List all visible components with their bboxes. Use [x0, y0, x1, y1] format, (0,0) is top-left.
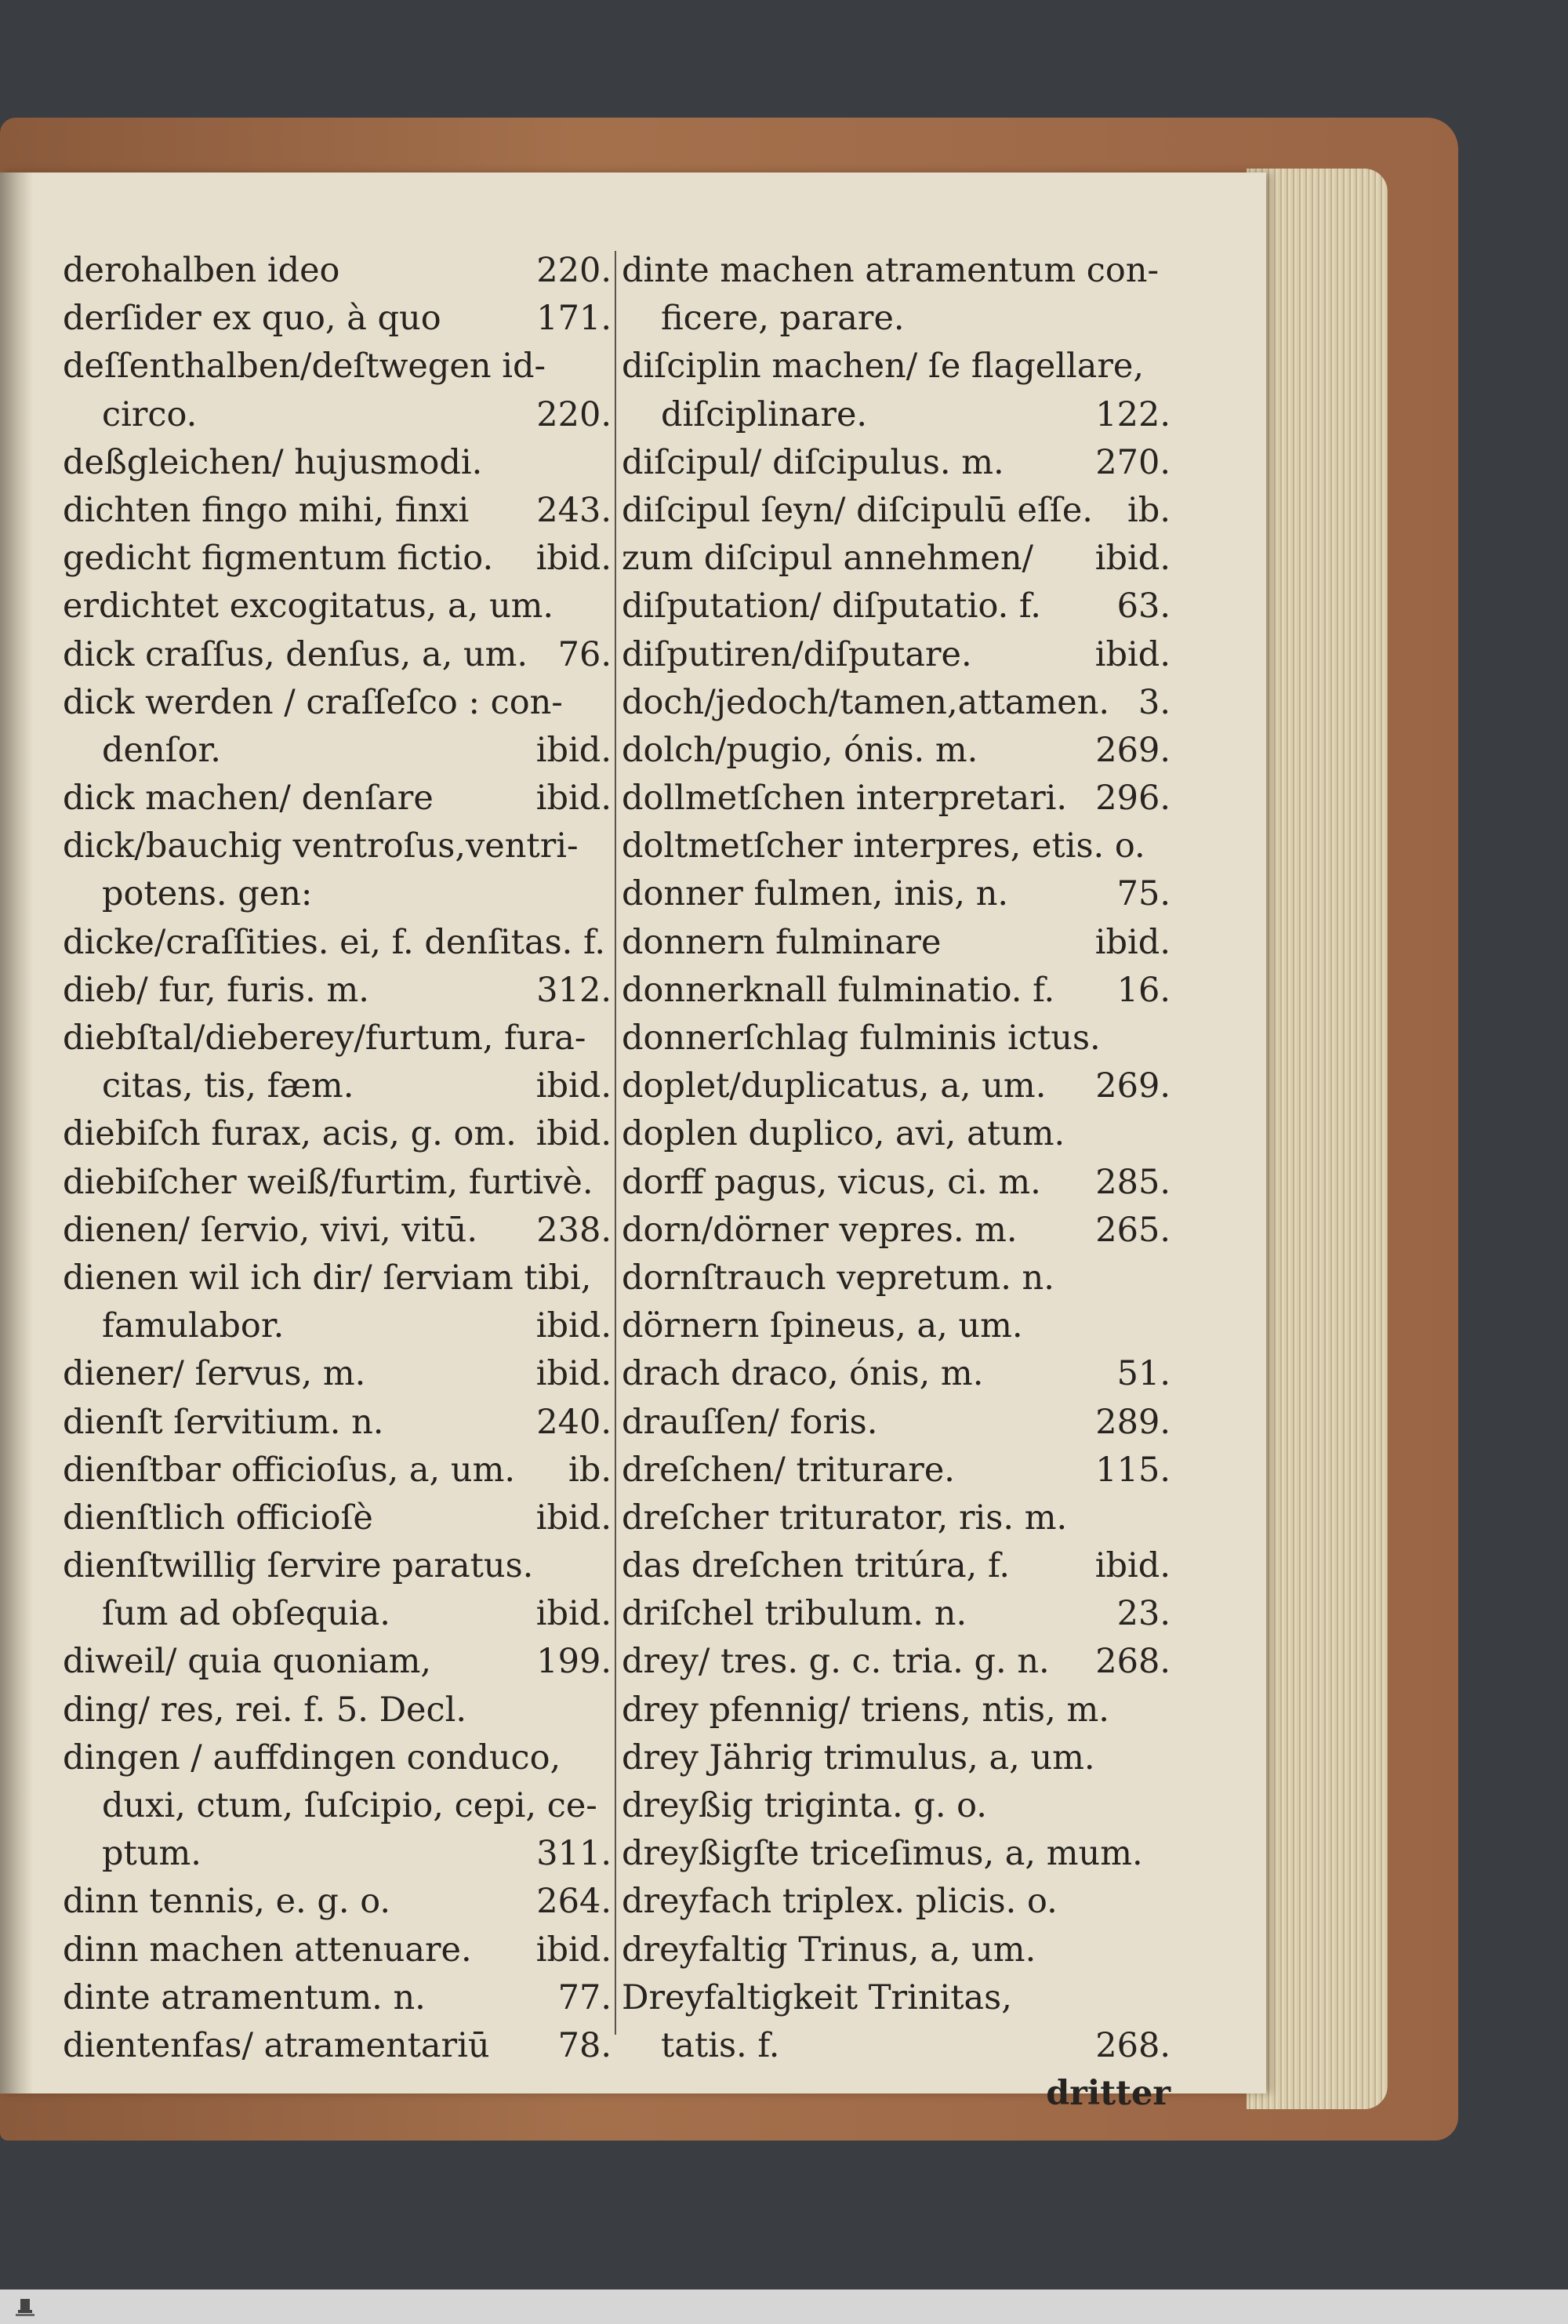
page-reference: 63.: [1116, 586, 1171, 626]
entry-line: [622, 1830, 1171, 1878]
entry-line: [63, 1494, 612, 1542]
entry-text: doplen duplico, avi, atum.: [622, 1114, 1065, 1154]
entry-line: [63, 1542, 612, 1590]
entry-line: [622, 1255, 1171, 1302]
entry-text: donner fulmen, inis, n.: [622, 874, 1009, 914]
entry-text: dienſt ſervitium. n.: [63, 1402, 384, 1442]
entry-text: diener/ ſervus, m.: [63, 1354, 366, 1394]
entry-text: dinte atramentum. n.: [63, 1977, 426, 2017]
entry-line: [63, 679, 612, 727]
page-reference: 269.: [1095, 1066, 1171, 1106]
entry-text: dreſcher triturator, ris. m.: [622, 1498, 1068, 1538]
entry-text: dienen/ ſervio, vivi, vitū.: [63, 1210, 478, 1250]
entry-text: dicke/craſſities. ei, f. denſitas. f.: [63, 922, 606, 962]
entry-line: [622, 1302, 1171, 1350]
entry-line: [63, 967, 612, 1015]
page-reference: 312.: [536, 970, 612, 1010]
entry-line: [622, 1110, 1171, 1158]
entry-text: diſciplin machen/ ſe flagellare,: [622, 347, 1145, 387]
page-reference: ib.: [568, 1450, 612, 1490]
entry-line: [63, 1110, 612, 1158]
page-reference: ibid.: [1094, 1546, 1171, 1586]
page-reference: 115.: [1095, 1450, 1171, 1490]
page-reference: ibid.: [1094, 539, 1171, 579]
entry-line: [63, 1015, 612, 1062]
entry-text: drey Jährig trimulus, a, um.: [622, 1738, 1095, 1777]
page-reference: 77.: [557, 1977, 612, 2017]
entry-text: deſſenthalben/deſtwegen id-: [63, 347, 546, 387]
page-reference: 289.: [1095, 1402, 1171, 1442]
entry-line: [622, 247, 1171, 295]
page-reference: ibid.: [535, 1354, 612, 1394]
page-reference: 285.: [1095, 1162, 1171, 1202]
page-reference: 264.: [536, 1882, 612, 1922]
right-column: [622, 247, 1171, 2114]
entry-line: [622, 870, 1171, 918]
column-divider: [615, 251, 616, 2035]
entry-line: [622, 1926, 1171, 1974]
entry-text: dienen wil ich dir/ ſerviam tibi,: [63, 1258, 592, 1298]
page-reference: 220.: [536, 394, 612, 434]
entry-text: diebſtal/dieberey/furtum, fura-: [63, 1019, 586, 1058]
entry-text: dolch/pugio, ónis. m.: [622, 730, 978, 770]
entry-text: dientenfas/ atramentariū: [63, 2025, 490, 2065]
entry-line: [622, 439, 1171, 487]
entry-text: dick/bauchig ventroſus,ventri-: [63, 826, 579, 866]
page-edges: [1247, 169, 1388, 2109]
page-reference: 238.: [536, 1210, 612, 1250]
entry-line: [63, 535, 612, 583]
entry-text: citas, tis, fæm.: [102, 1066, 354, 1106]
entry-line: [63, 1399, 612, 1447]
entry-text: donnerknall fulminatio. f.: [622, 970, 1055, 1010]
page-reference: ibid.: [535, 1930, 612, 1970]
entry-line: [622, 1782, 1171, 1830]
entry-text: dörnern ſpineus, a, um.: [622, 1306, 1023, 1346]
entry-text: dieb/ fur, furis. m.: [63, 970, 369, 1010]
spine-shadow: [0, 172, 33, 2093]
page-reference: 3.: [1138, 682, 1171, 722]
entry-text: dorff pagus, vicus, ci. m.: [622, 1162, 1041, 1202]
entry-line: [622, 487, 1171, 535]
entry-line: [622, 391, 1171, 439]
entry-line: [63, 1782, 612, 1830]
page-reference: 240.: [536, 1402, 612, 1442]
entry-line: [622, 1494, 1171, 1542]
entry-text: doplet/duplicatus, a, um.: [622, 1066, 1047, 1106]
entry-line: [622, 1974, 1171, 2022]
page-reference: 78.: [557, 2025, 612, 2065]
entry-line: [622, 1590, 1171, 1638]
entry-text: ding/ res, rei. f. 5. Decl.: [63, 1690, 466, 1730]
entry-line: [63, 1687, 612, 1734]
entry-text: dinn machen attenuare.: [63, 1930, 472, 1970]
entry-text: diſcipul/ diſcipulus. m.: [622, 442, 1004, 482]
entry-text: deßgleichen/ hujusmodi.: [63, 442, 483, 482]
entry-line: [63, 631, 612, 679]
entry-line: [622, 631, 1171, 679]
entry-text: dick machen/ denſare: [63, 779, 434, 819]
page-reference: ibid.: [535, 730, 612, 770]
page-reference: 199.: [536, 1642, 612, 1682]
entry-text: dienſtlich officioſè: [63, 1498, 373, 1538]
catchword: dritter: [1046, 2074, 1171, 2114]
entry-line: [63, 870, 612, 918]
page-reference: 51.: [1116, 1354, 1171, 1394]
entry-text: derohalben ideo: [63, 251, 340, 290]
entry-line: [63, 1926, 612, 1974]
entry-text: diweil/ quia quoniam,: [63, 1642, 432, 1682]
entry-line: [63, 1974, 612, 2022]
page-reference: ibid.: [1094, 634, 1171, 674]
page-reference: 296.: [1095, 779, 1171, 819]
entry-text: dreyßig triginta. g. o.: [622, 1786, 987, 1825]
entry-line: [622, 679, 1171, 727]
entry-line: [622, 822, 1171, 870]
entry-text: dichten fingo mihi, finxi: [63, 490, 470, 530]
page-reference: 171.: [536, 299, 612, 339]
page-reference: 270.: [1095, 442, 1171, 482]
entry-line: [63, 1159, 612, 1207]
page-reference: ibid.: [1094, 922, 1171, 962]
page-reference: 122.: [1095, 394, 1171, 434]
page-reference: ibid.: [535, 1594, 612, 1634]
entry-text: dreyßigſte triceſimus, a, mum.: [622, 1834, 1143, 1874]
entry-line: [622, 1159, 1171, 1207]
entry-text: tatis. f.: [661, 2025, 780, 2065]
page-reference: 268.: [1095, 2025, 1171, 2065]
page-reference: 268.: [1095, 1642, 1171, 1682]
entry-line: [622, 727, 1171, 775]
entry-line: [63, 439, 612, 487]
entry-line: [622, 1878, 1171, 1926]
entry-line: [63, 1878, 612, 1926]
entry-text: dick werden / craſſeſco : con-: [63, 682, 563, 722]
entry-text: zum diſcipul annehmen/: [622, 539, 1034, 579]
entry-line: [63, 487, 612, 535]
page-reference: 265.: [1095, 1210, 1171, 1250]
entry-line: [63, 727, 612, 775]
entry-text: dick craſſus, denſus, a, um.: [63, 634, 528, 674]
entry-text: dinn tennis, e. g. o.: [63, 1882, 391, 1922]
page-reference: ibid.: [535, 539, 612, 579]
entry-line: [63, 583, 612, 630]
entry-text: doltmetſcher interpres, etis. o.: [622, 826, 1145, 866]
entry-line: [63, 822, 612, 870]
entry-line: [622, 535, 1171, 583]
entry-line: [63, 1734, 612, 1782]
entry-text: dreyfaltig Trinus, a, um.: [622, 1930, 1036, 1970]
entry-line: [63, 1350, 612, 1398]
page-reference: ibid.: [535, 1066, 612, 1106]
entry-text: diebiſcher weiß/furtim, furtivè.: [63, 1162, 593, 1202]
entry-text: dornſtrauch vepretum. n.: [622, 1258, 1054, 1298]
entry-text: diſputation/ diſputatio. f.: [622, 586, 1041, 626]
entry-text: ptum.: [102, 1834, 201, 1874]
entry-text: Dreyfaltigkeit Trinitas,: [622, 1977, 1012, 2017]
entry-line: [63, 295, 612, 343]
entry-text: ſum ad obſequia.: [102, 1594, 390, 1634]
entry-line: [622, 295, 1171, 343]
entry-line: [622, 1399, 1171, 1447]
entry-text: circo.: [102, 394, 198, 434]
page-reference: 243.: [536, 490, 612, 530]
entry-line: [622, 1447, 1171, 1494]
entry-line: [622, 1062, 1171, 1110]
entry-line: [622, 1015, 1171, 1062]
entry-text: erdichtet excogitatus, a, um.: [63, 586, 554, 626]
entry-text: das dreſchen tritúra, f.: [622, 1546, 1011, 1586]
entry-text: dingen / auffdingen conduco,: [63, 1738, 561, 1777]
entry-text: dienſtwillig ſervire paratus.: [63, 1546, 534, 1586]
entry-text: donnern fulminare: [622, 922, 942, 962]
entry-line: [622, 1207, 1171, 1255]
entry-line: [622, 2022, 1171, 2070]
page-reference: ibid.: [535, 1306, 612, 1346]
left-column: [63, 247, 612, 2066]
entry-text: drach draco, ónis, m.: [622, 1354, 984, 1394]
entry-line: [63, 1062, 612, 1110]
page-reference: ibid.: [535, 1114, 612, 1154]
entry-text: famulabor.: [102, 1306, 285, 1346]
entry-line: [63, 2022, 612, 2070]
entry-text: dorn/dörner vepres. m.: [622, 1210, 1018, 1250]
entry-line: [622, 1734, 1171, 1782]
page-reference: 269.: [1095, 730, 1171, 770]
entry-line: [622, 967, 1171, 1015]
entry-text: duxi, ctum, ſuſcipio, cepi, ce-: [102, 1786, 597, 1825]
entry-text: driſchel tribulum. n.: [622, 1594, 967, 1634]
page-reference: 220.: [536, 251, 612, 290]
entry-line: [63, 1447, 612, 1494]
entry-line: [622, 919, 1171, 967]
entry-line: [63, 1207, 612, 1255]
entry-text: drauſſen/ foris.: [622, 1402, 878, 1442]
entry-text: gedicht figmentum fictio.: [63, 539, 494, 579]
entry-text: denſor.: [102, 730, 221, 770]
entry-line: [63, 1638, 612, 1686]
entry-text: derſider ex quo, à quo: [63, 299, 441, 339]
entry-text: potens. gen:: [102, 874, 313, 914]
entry-text: diſciplinare.: [661, 394, 868, 434]
library-logo-icon: [9, 2296, 41, 2319]
entry-line: [622, 1638, 1171, 1686]
page-reference: 76.: [557, 634, 612, 674]
entry-line: [63, 1302, 612, 1350]
book-page: [0, 172, 1266, 2114]
page-reference: 16.: [1116, 970, 1171, 1010]
entry-line: [63, 343, 612, 390]
entry-text: diebiſch furax, acis, g. om.: [63, 1114, 517, 1154]
entry-line: [622, 583, 1171, 630]
entry-text: diſcipul ſeyn/ diſcipulū eſſe.: [622, 490, 1093, 530]
page-reference: ibid.: [535, 1498, 612, 1538]
entry-line: [622, 343, 1171, 390]
entry-line: [63, 1830, 612, 1878]
entry-text: dreyfach triplex. plicis. o.: [622, 1882, 1058, 1922]
entry-line: [622, 775, 1171, 822]
page-reference: 23.: [1116, 1594, 1171, 1634]
entry-text: drey pfennig/ triens, ntis, m.: [622, 1690, 1109, 1730]
catchword-line: [622, 2070, 1171, 2118]
entry-line: [63, 1590, 612, 1638]
page-reference: ibid.: [535, 779, 612, 819]
entry-text: dreſchen/ triturare.: [622, 1450, 955, 1490]
entry-text: ficere, parare.: [661, 299, 905, 339]
entry-text: doch/jedoch/tamen,attamen.: [622, 682, 1110, 722]
page-reference: 311.: [536, 1834, 612, 1874]
entry-line: [63, 391, 612, 439]
entry-text: diſputiren/diſputare.: [622, 634, 972, 674]
entry-line: [622, 1542, 1171, 1590]
entry-text: dollmetſchen interpretari.: [622, 779, 1068, 819]
page-reference: ib.: [1127, 490, 1171, 530]
entry-line: [622, 1687, 1171, 1734]
entry-text: dienſtbar officioſus, a, um.: [63, 1450, 516, 1490]
entry-line: [63, 775, 612, 822]
entry-line: [63, 1255, 612, 1302]
page-reference: 75.: [1116, 874, 1171, 914]
entry-line: [63, 247, 612, 295]
viewer-footer-bar: [0, 2290, 1568, 2324]
entry-text: drey/ tres. g. c. tria. g. n.: [622, 1642, 1050, 1682]
entry-line: [63, 919, 612, 967]
entry-text: dinte machen atramentum con-: [622, 251, 1159, 290]
entry-text: donnerſchlag fulminis ictus.: [622, 1019, 1101, 1058]
entry-line: [622, 1350, 1171, 1398]
